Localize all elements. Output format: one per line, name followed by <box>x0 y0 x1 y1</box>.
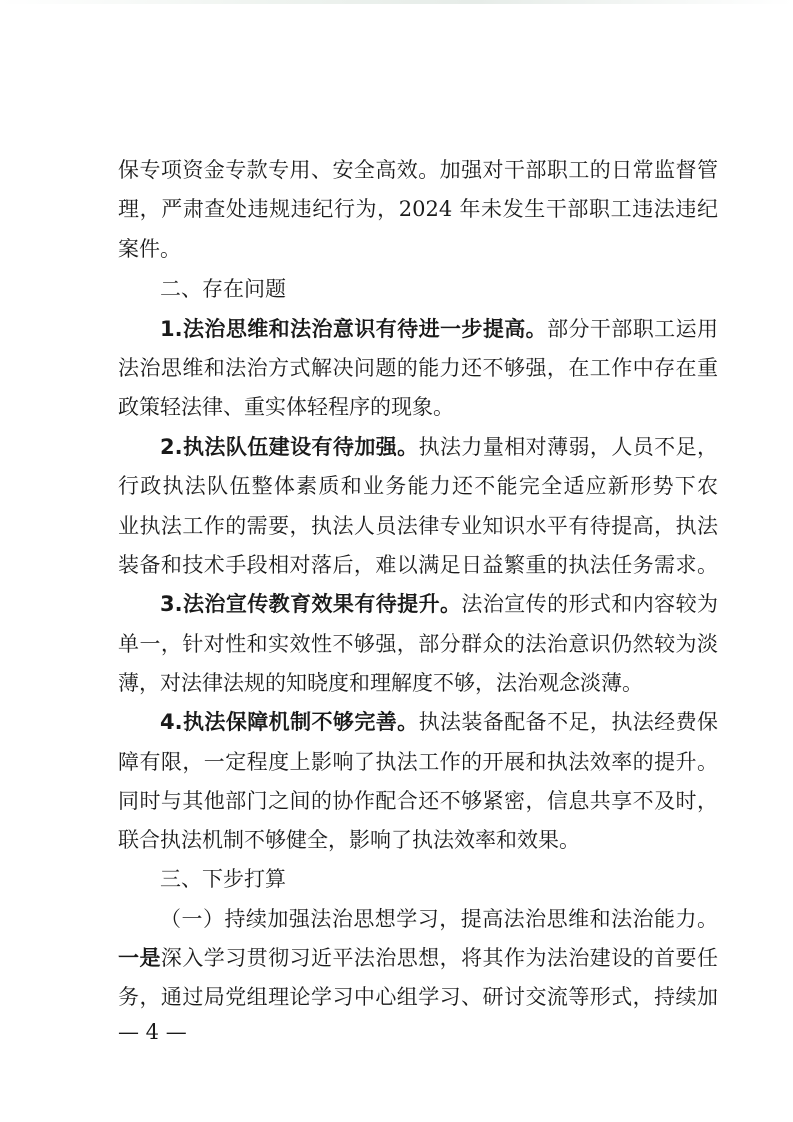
heading-text: 二、存在问题 <box>160 277 286 301</box>
item-4-text: 执法装备配备不足，执法经费保 <box>418 710 719 734</box>
item-2-text: 执法力量相对薄弱，人员不足， <box>418 435 719 459</box>
point-one-label: 一是 <box>118 946 161 970</box>
body-text: 同时与其他部门之间的协作配合还不够紧密，信息共享不及时， <box>118 789 718 813</box>
scan-top-edge <box>0 0 793 4</box>
body-text: 政策轻法律、重实体轻程序的现象。 <box>118 395 454 419</box>
item-2-first-line <box>160 432 718 462</box>
body-line <box>118 982 718 1012</box>
body-text: 联合执法机制不够健全，影响了执法效率和效果。 <box>118 828 580 852</box>
subheading-1 <box>160 904 718 934</box>
body-line <box>118 511 718 541</box>
item-3-title: 3.法治宣传教育效果有待提升。 <box>160 592 462 616</box>
body-text: 法治思维和法治方式解决问题的能力还不够强，在工作中存在重 <box>118 356 718 380</box>
body-line <box>118 392 718 422</box>
body-line <box>118 629 718 659</box>
body-text: 业执法工作的需要，执法人员法律专业知识水平有待提高，执法 <box>118 514 718 538</box>
body-text: 装备和技术手段相对落后，难以满足日益繁重的执法任务需求。 <box>118 553 718 577</box>
body-text: 理，严肃查处违规违纪行为，2024 年未发生干部职工违法违纪 <box>118 197 718 221</box>
section-heading-problems <box>160 274 286 304</box>
item-1-title: 1.法治思维和法治意识有待进一步提高。 <box>160 317 548 341</box>
body-line <box>118 194 718 224</box>
page-number: — 4 — <box>118 1020 187 1044</box>
body-text: 案件。 <box>118 237 181 261</box>
body-line <box>118 234 718 264</box>
heading-text: 三、下步打算 <box>160 867 286 891</box>
body-text: 务，通过局党组理论学习中心组学习、研讨交流等形式，持续加 <box>118 985 718 1009</box>
item-1-text: 部分干部职工运用 <box>547 317 719 341</box>
item-4-title: 4.执法保障机制不够完善。 <box>160 710 419 734</box>
item-2-title: 2.执法队伍建设有待加强。 <box>160 435 419 459</box>
item-4-first-line <box>160 707 718 737</box>
body-line <box>118 943 718 973</box>
item-3-text: 法治宣传的形式和内容较为 <box>461 592 718 616</box>
body-text: 行政执法队伍整体素质和业务能力还不能完全适应新形势下农 <box>118 474 718 498</box>
body-line <box>118 155 718 185</box>
body-text: 深入学习贯彻习近平法治思想，将其作为法治建设的首要任 <box>160 946 718 970</box>
body-text: 障有限，一定程度上影响了执法工作的开展和执法效率的提升。 <box>118 750 718 774</box>
item-1-first-line <box>160 314 718 344</box>
body-line <box>118 668 718 698</box>
subheading-text: （一）持续加强法治思想学习，提高法治思维和法治能力。 <box>160 907 718 931</box>
item-3-first-line <box>160 589 718 619</box>
body-text: 薄，对法律法规的知晓度和理解度不够，法治观念淡薄。 <box>118 671 643 695</box>
body-text: 单一，针对性和实效性不够强，部分群众的法治意识仍然较为淡 <box>118 632 718 656</box>
body-text: 保专项资金专款专用、安全高效。加强对干部职工的日常监督管 <box>118 158 718 182</box>
body-line <box>118 353 718 383</box>
section-heading-next-steps <box>160 864 286 894</box>
body-line <box>118 550 718 580</box>
body-line <box>118 786 718 816</box>
body-line <box>118 471 718 501</box>
body-line <box>118 825 718 855</box>
body-line <box>118 747 718 777</box>
